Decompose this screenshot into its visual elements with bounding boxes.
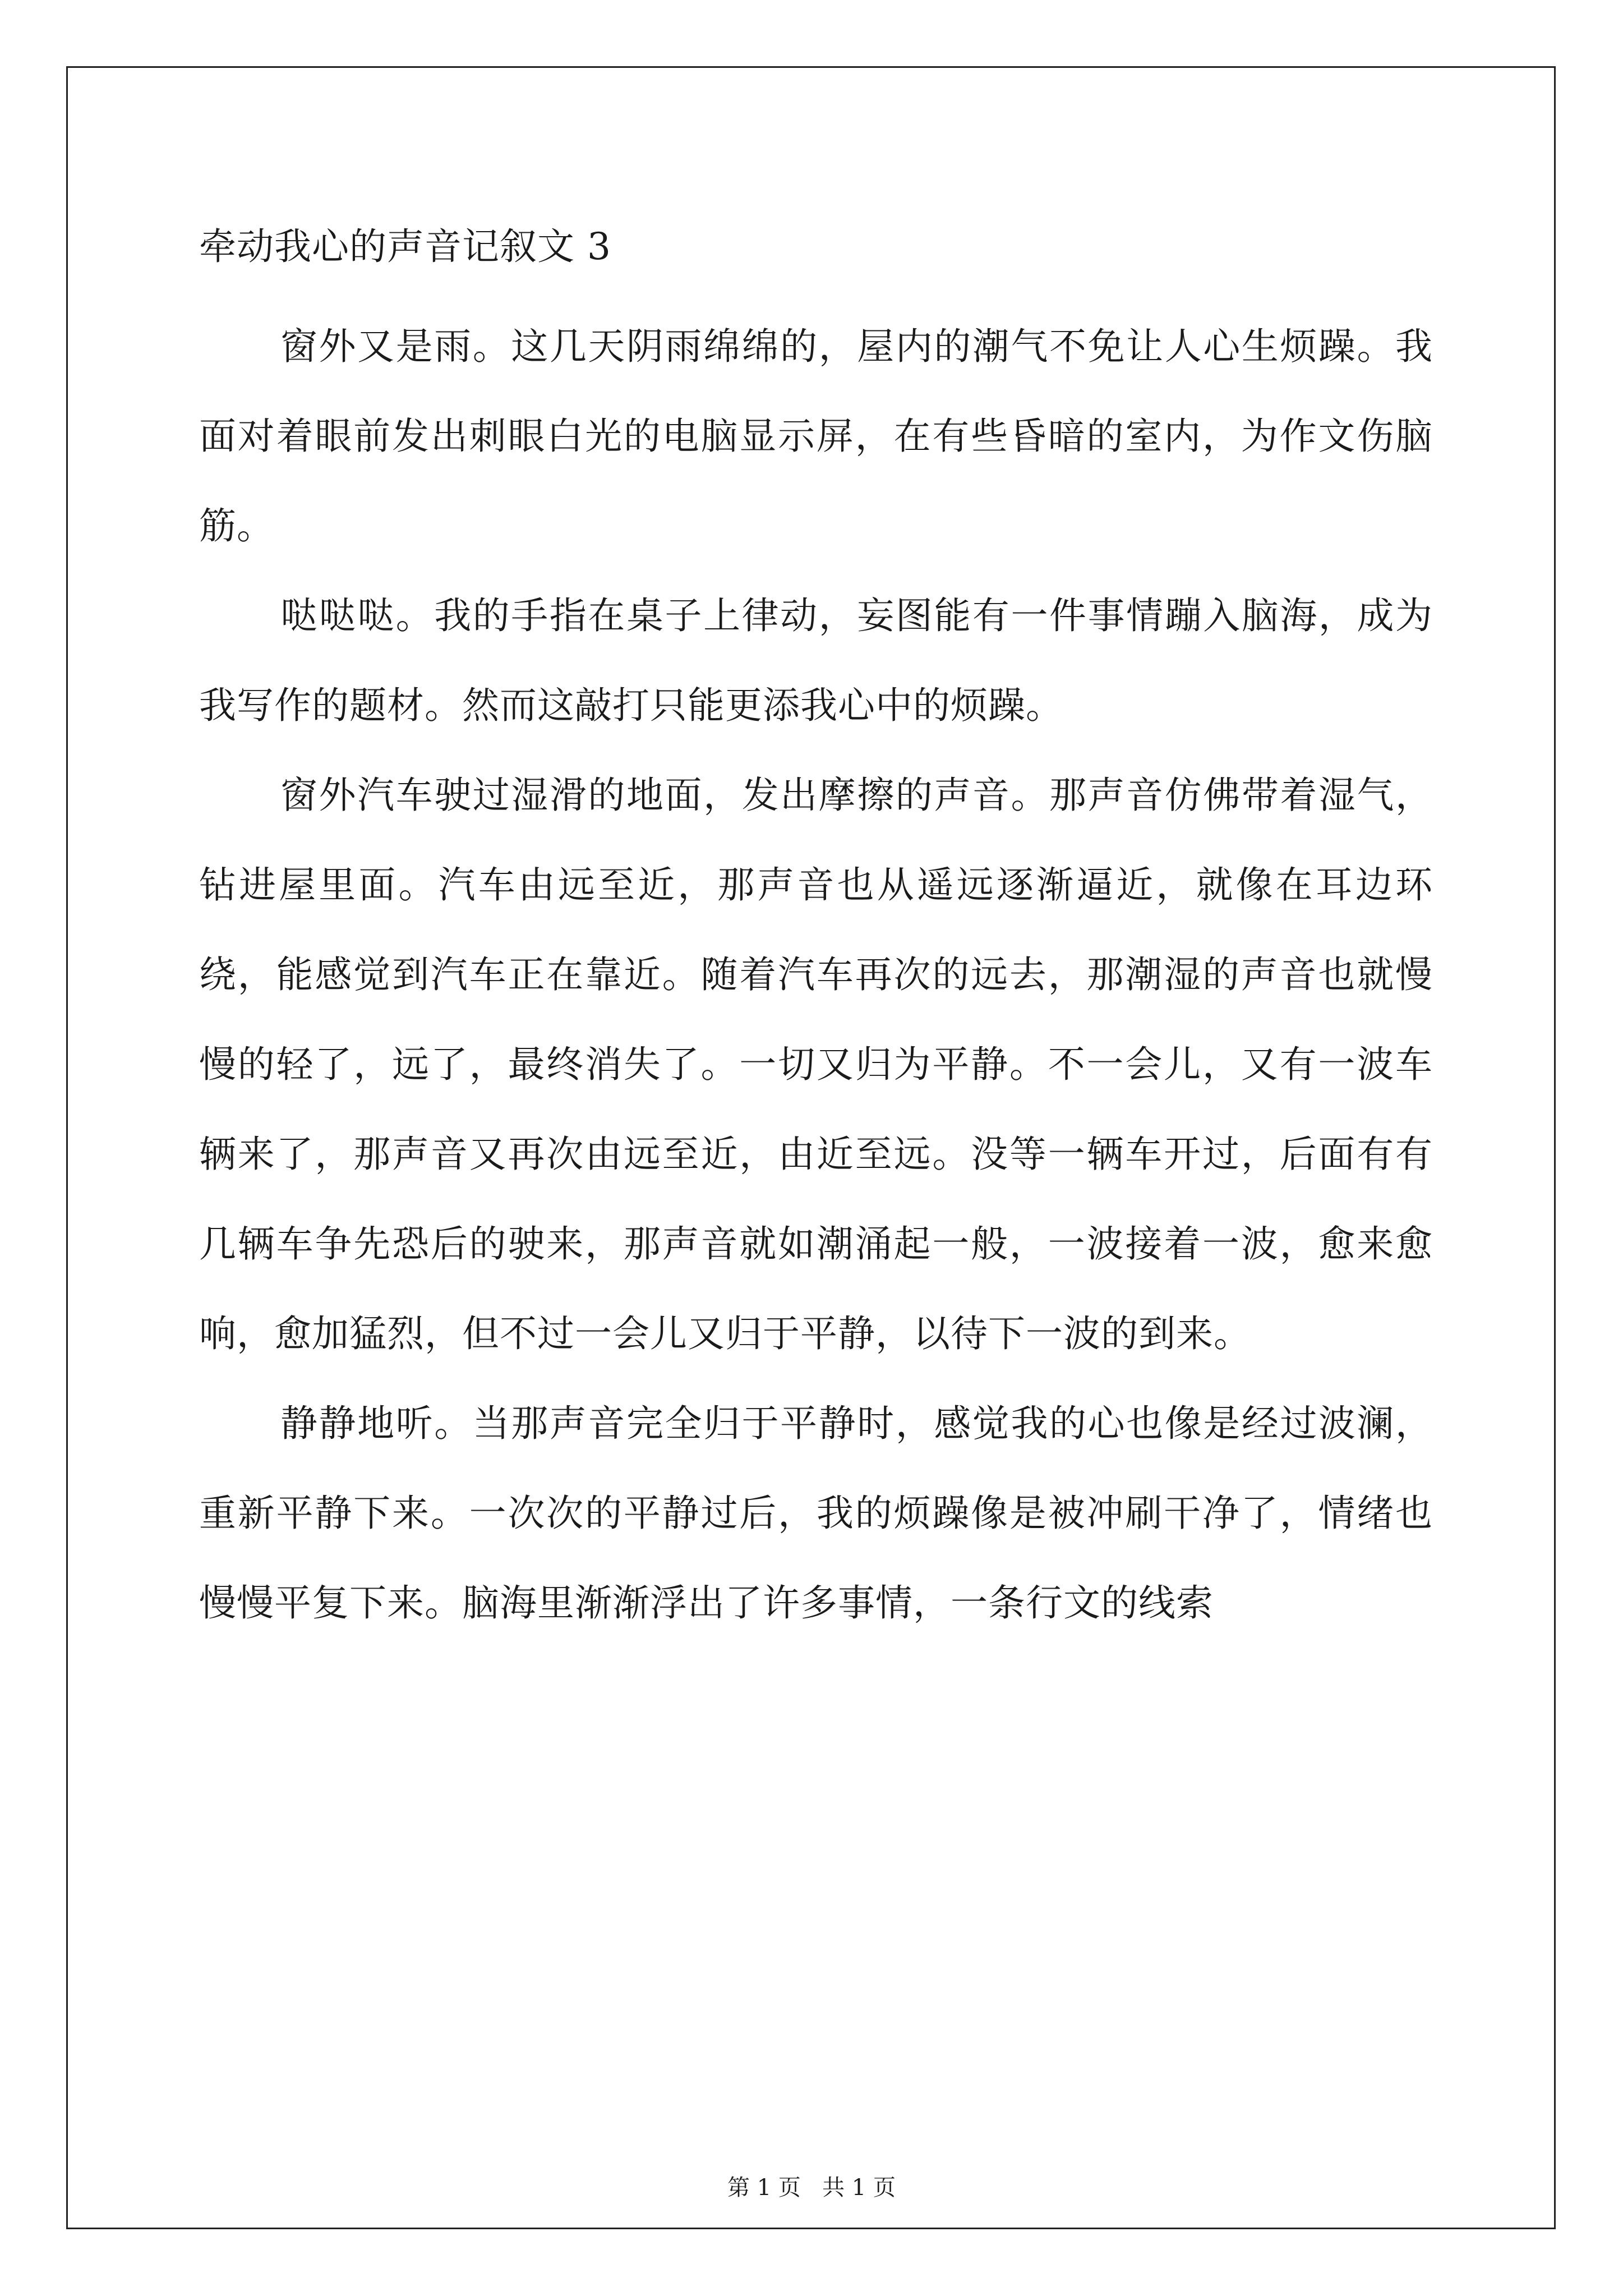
paragraph-4: 静静地听。当那声音完全归于平静时，感觉我的心也像是经过波澜，重新平静下来。一次次的平静过后，我的烦躁像是被冲刷干净了，情绪也慢慢平复下来。脑海里渐渐浮出了许多事情，一条行文的线索 xyxy=(199,1402,1433,1625)
paragraph-3: 窗外汽车驶过湿滑的地面，发出摩擦的声音。那声音仿佛带着湿气，钻进屋里面。汽车由远至近，那声音也从遥远逐渐逼近，就像在耳边环绕，能感觉到汽车正在靠近。随着汽车再次的远去，那潮湿的声音也就慢慢的轻了，远了，最终消失了。一切又归为平静。不一会儿，又有一波车辆来了，那声音又再次由远至近，由近至远。没等一辆车开过，后面有有几辆车争先恐后的驶来，那声音就如潮涌起一般，一波接着一波，愈来愈响，愈加猛烈，但不过一会儿又归于平静，以待下一波的到来。 xyxy=(199,774,1433,1355)
paragraph-1: 窗外又是雨。这几天阴雨绵绵的，屋内的潮气不免让人心生烦躁。我面对着眼前发出刺眼白光的电脑显示屏，在有些昏暗的室内，为作文伤脑筋。 xyxy=(199,325,1433,547)
page-footer: 第 1 页 共 1 页 xyxy=(727,2175,896,2201)
document-title: 牵动我心的声音记叙文 3 xyxy=(199,225,611,268)
document-body xyxy=(199,213,1433,1648)
paragraph-2: 哒哒哒。我的手指在桌子上律动，妄图能有一件事情蹦入脑海，成为我写作的题材。然而这敲打只能更添我心中的烦躁。 xyxy=(199,594,1433,727)
